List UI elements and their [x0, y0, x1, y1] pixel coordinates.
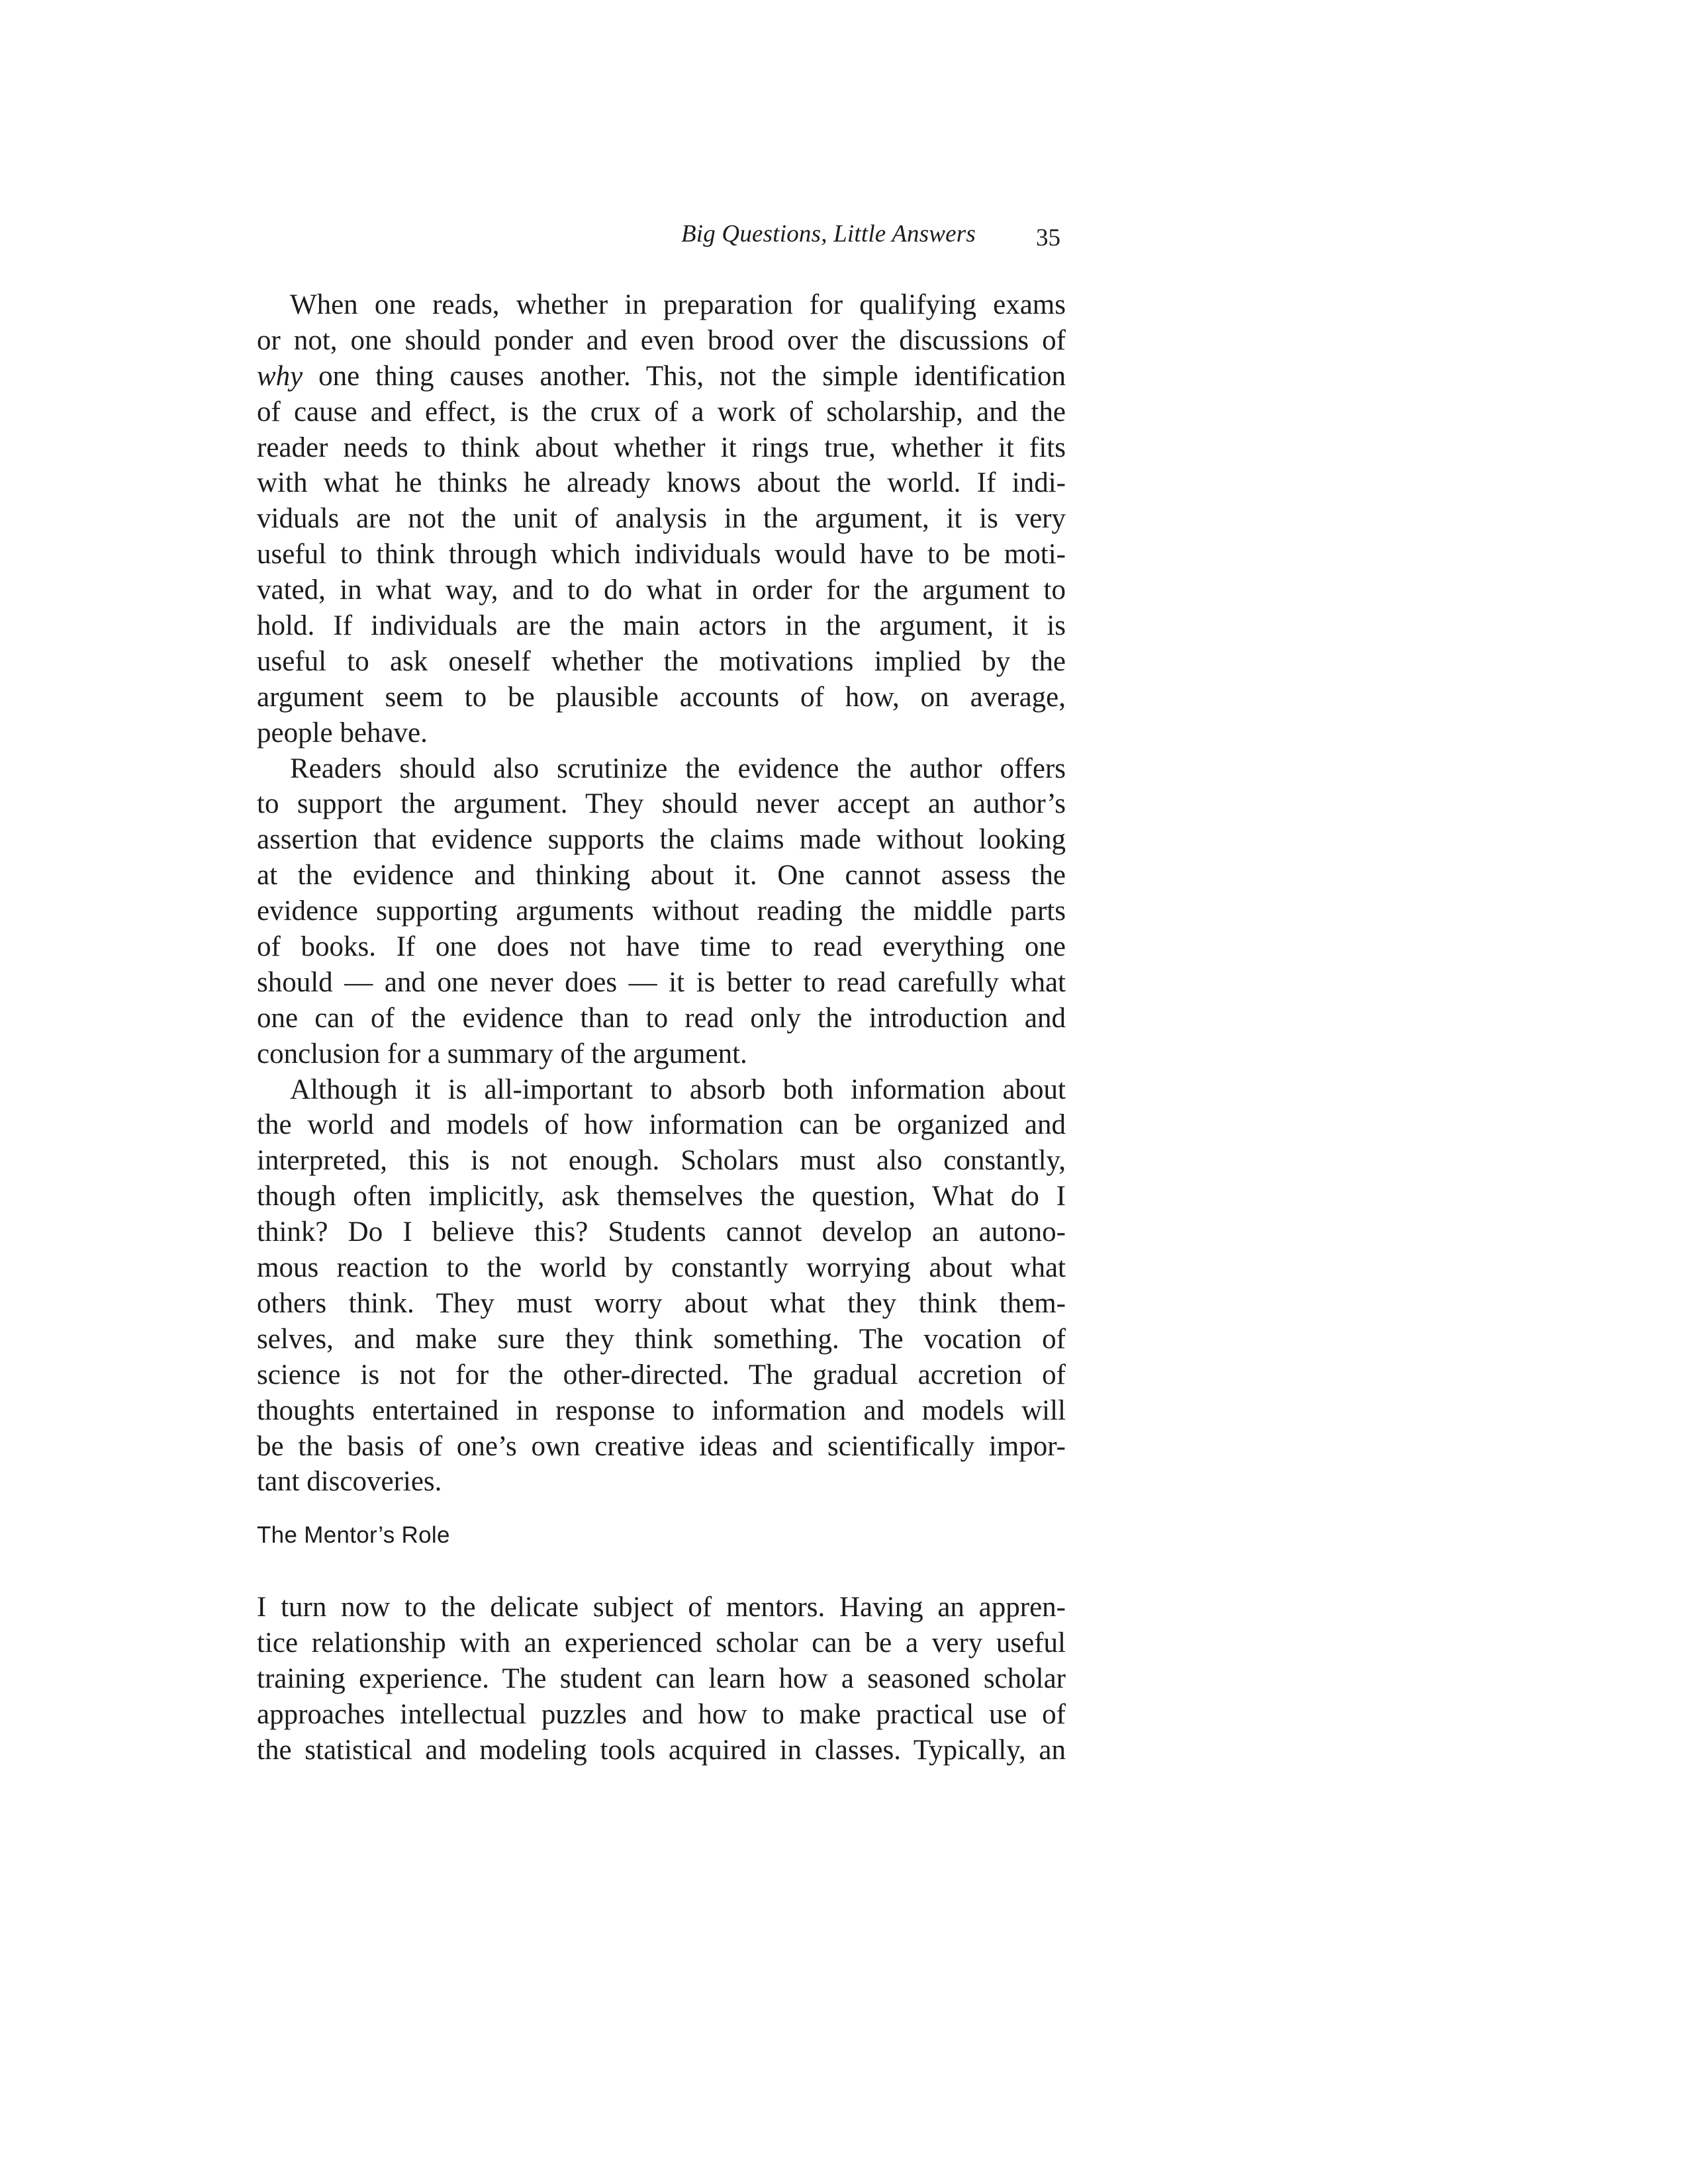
text-line: tant discoveries. [257, 1466, 442, 1498]
text-line: at the evidence and thinking about it. One cannot assess the [257, 860, 1066, 891]
text-line: of cause and effect, is the crux of a work of scholarship, and the [257, 396, 1066, 428]
text-line: people behave. [257, 717, 428, 749]
text-line: reader needs to think about whether it rings true, whether it fits [257, 432, 1066, 463]
page-number: 35 [1036, 224, 1060, 251]
paragraph [257, 751, 1066, 1072]
text-line: conclusion for a summary of the argument. [257, 1038, 747, 1069]
text-line: useful to ask oneself whether the motivations implied by the [257, 645, 1066, 677]
text-line: thoughts entertained in response to information and models will [257, 1394, 1066, 1426]
text-line: the world and models of how information can be organized and [257, 1109, 1066, 1141]
running-title: Big Questions, Little Answers [680, 220, 976, 248]
text-line: hold. If individuals are the main actors in the argument, it is [257, 610, 1066, 642]
text-line: or not, one should ponder and even brood over the discussions of [257, 324, 1066, 356]
text-line: be the basis of one’s own creative ideas and scientifically impor- [257, 1430, 1066, 1462]
text-line: vated, in what way, and to do what in order for the argument to [257, 574, 1066, 606]
text-line: tice relationship with an experienced scholar can be a very useful [257, 1627, 1066, 1659]
text-line: interpreted, this is not enough. Scholars must also constantly, [257, 1145, 1066, 1177]
text-line: selves, and make sure they think something. The vocation of [257, 1323, 1066, 1355]
section-heading: The Mentor’s Role [257, 1522, 450, 1548]
text-line: I turn now to the delicate subject of mentors. Having an appren- [257, 1592, 1066, 1623]
body-text [257, 287, 1066, 1500]
text-line: When one reads, whether in preparation for qualifying exams [290, 289, 1066, 320]
text-line: with what he thinks he already knows about the world. If indi- [257, 467, 1066, 499]
text-line: science is not for the other-directed. The gradual accretion of [257, 1359, 1066, 1390]
text-line: evidence supporting arguments without reading the middle parts [257, 895, 1066, 927]
text-line: Although it is all-important to absorb both information about [290, 1073, 1066, 1105]
text-line: others think. They must worry about what they think them- [257, 1287, 1066, 1319]
text-line: approaches intellectual puzzles and how to make practical use of [257, 1698, 1066, 1730]
paragraph [257, 1072, 1066, 1500]
text-line: one can of the evidence than to read only the introduction and [257, 1002, 1066, 1034]
text-fragment: one thing causes another. This, not the simple identification [303, 360, 1066, 392]
text-line: think? Do I believe this? Students cannot develop an autono- [257, 1216, 1066, 1248]
italic-word: why [257, 360, 303, 392]
running-header [257, 220, 1066, 266]
text-line: of books. If one does not have time to read everything one [257, 931, 1066, 963]
text-line: though often implicitly, ask themselves the question, What do I [257, 1181, 1066, 1212]
section-body [257, 1590, 1066, 1768]
text-line: should — and one never does — it is better to read carefully what [257, 966, 1066, 998]
text-line: the statistical and modeling tools acquired in classes. Typically, an [257, 1734, 1066, 1766]
text-line: to support the argument. They should never accept an author’s [257, 788, 1066, 820]
text-line: assertion that evidence supports the claims made without looking [257, 824, 1066, 856]
paragraph [257, 287, 1066, 751]
text-line: useful to think through which individuals would have to be moti- [257, 539, 1066, 570]
text-line [257, 359, 1066, 394]
text-line: mous reaction to the world by constantly worrying about what [257, 1252, 1066, 1284]
text-line: training experience. The student can learn how a seasoned scholar [257, 1662, 1066, 1694]
text-line: viduals are not the unit of analysis in the argument, it is very [257, 503, 1066, 535]
text-line: Readers should also scrutinize the evidence the author offers [290, 752, 1066, 784]
paragraph [257, 1590, 1066, 1768]
text-line: argument seem to be plausible accounts of how, on average, [257, 681, 1066, 713]
